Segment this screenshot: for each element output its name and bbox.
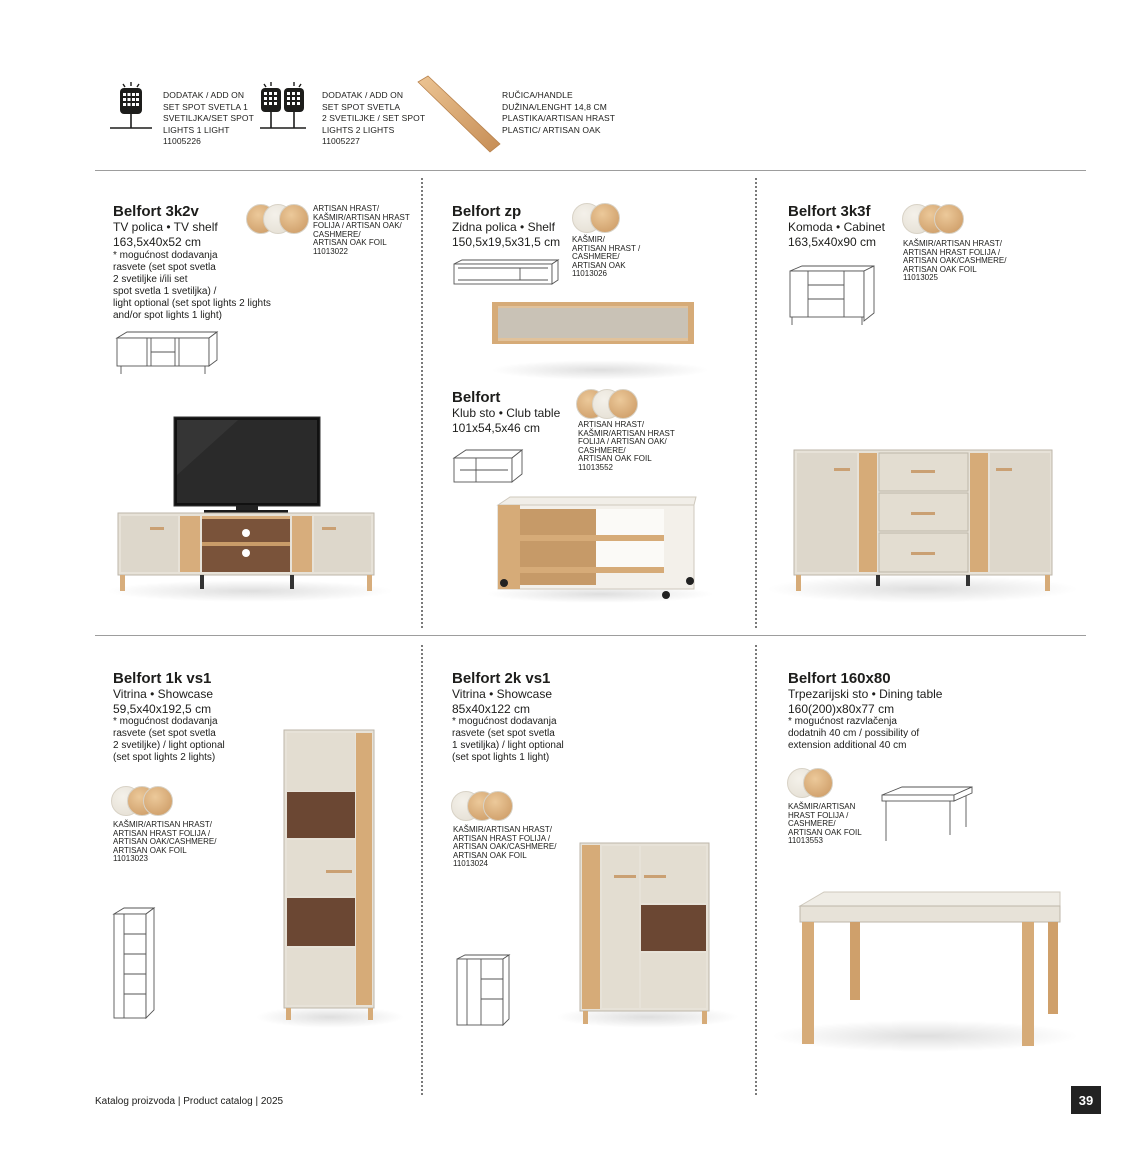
column-separator — [421, 178, 423, 628]
product-dimensions: 101x54,5x46 cm — [452, 421, 541, 435]
product-title: Belfort 160x80 — [788, 670, 891, 687]
handle-icon — [410, 72, 505, 157]
column-separator — [421, 645, 423, 1095]
product-codes: KAŠMIR/ ARTISAN HRAST / CASHMERE/ ARTISAN OAK 11013026 — [572, 235, 641, 279]
product-title: Belfort 2k vs1 — [452, 670, 551, 687]
page-number: 39 — [1071, 1086, 1101, 1114]
swatch-oak — [934, 204, 964, 234]
showcase-2k-product-image — [580, 843, 712, 1027]
showcase-1k-product-image — [284, 730, 378, 1022]
product-title: Belfort 3k3f — [788, 203, 871, 220]
swatch-oak — [608, 389, 638, 419]
product-dimensions: 163,5x40x90 cm — [788, 235, 877, 249]
product-dimensions: 163,5x40x52 cm — [113, 235, 202, 249]
showcase-1k-line-drawing — [112, 906, 156, 1022]
tv-shelf-product-image — [118, 415, 378, 595]
product-title: Belfort 3k2v — [113, 203, 199, 220]
wall-shelf-line-drawing — [452, 258, 560, 288]
column-separator — [755, 645, 757, 1095]
divider-top — [95, 170, 1086, 171]
product-codes: KAŠMIR/ARTISAN HRAST/ ARTISAN HRAST FOLIJA / ARTISAN OAK/CASHMERE/ ARTISAN OAK FOIL 11013024 — [453, 825, 557, 869]
swatch-oak — [803, 768, 833, 798]
product-codes: ARTISAN HRAST/ KAŠMIR/ARTISAN HRAST FOLIJA / ARTISAN OAK/ CASHMERE/ ARTISAN OAK FOIL 11013552 — [578, 420, 675, 472]
spot-light-1-icon — [106, 80, 156, 130]
product-dimensions: 150,5x19,5x31,5 cm — [452, 235, 561, 249]
floor-shadow — [490, 360, 710, 380]
catalog-footer: Katalog proizvoda | Product catalog | 2025 — [95, 1096, 284, 1107]
club-table-product-image — [496, 495, 698, 603]
product-subtitle: Vitrina • Showcase — [452, 687, 553, 701]
product-subtitle: Zidna polica • Shelf — [452, 220, 555, 234]
dining-table-product-image — [798, 890, 1064, 1050]
product-subtitle: Trpezarijski sto • Dining table — [788, 687, 943, 701]
product-title: Belfort zp — [452, 203, 522, 220]
product-title: Belfort 1k vs1 — [113, 670, 212, 687]
product-note: * mogućnost dodavanja rasvete (set spot svetla 1 svetiljka) / light optional (set spot lights 1 light) — [452, 716, 564, 763]
swatch-oak — [483, 791, 513, 821]
swatch-oak — [590, 203, 620, 233]
swatch-oak — [143, 786, 173, 816]
product-codes: ARTISAN HRAST/ KAŠMIR/ARTISAN HRAST FOLIJA / ARTISAN OAK/ CASHMERE/ ARTISAN OAK FOIL 11013022 — [313, 204, 410, 256]
product-dimensions: 85x40x122 cm — [452, 702, 531, 716]
column-separator — [755, 178, 757, 628]
addon-2-text: DODATAK / ADD ON SET SPOT SVETLA 2 SVETILJKE / SET SPOT LIGHTS 2 LIGHTS 11005227 — [322, 90, 426, 146]
product-codes: KAŠMIR/ARTISAN HRAST FOLIJA / CASHMERE/ ARTISAN OAK FOIL 11013553 — [788, 802, 862, 846]
spot-light-2-icon — [258, 80, 308, 130]
club-table-line-drawing — [452, 448, 524, 488]
showcase-2k-line-drawing — [455, 953, 511, 1029]
product-codes: KAŠMIR/ARTISAN HRAST/ ARTISAN HRAST FOLIJA / ARTISAN OAK/CASHMERE/ ARTISAN OAK FOIL 11013023 — [113, 820, 217, 864]
divider-middle — [95, 635, 1086, 636]
swatch-oak — [279, 204, 309, 234]
dining-table-line-drawing — [880, 785, 974, 845]
product-subtitle: Klub sto • Club table — [452, 406, 561, 420]
product-subtitle: Vitrina • Showcase — [113, 687, 214, 701]
product-subtitle: TV polica • TV shelf — [113, 220, 218, 234]
tv-shelf-line-drawing — [113, 330, 218, 376]
product-note: * mogućnost dodavanja rasvete (set spot svetla 2 svetiljke i/ili set spot svetla 1 svetiljka) / light optional (set spot lights 2 lights and/or spot lights 1 light) — [113, 250, 271, 321]
product-dimensions: 59,5x40x192,5 cm — [113, 702, 212, 716]
product-note: * mogućnost dodavanja rasvete (set spot svetla 2 svetiljke) / light optional (set spot lights 2 lights) — [113, 716, 225, 763]
cabinet-line-drawing — [788, 265, 876, 327]
product-codes: KAŠMIR/ARTISAN HRAST/ ARTISAN HRAST FOLIJA / ARTISAN OAK/CASHMERE/ ARTISAN OAK FOIL 11013025 — [903, 239, 1007, 283]
product-title: Belfort — [452, 389, 501, 406]
product-subtitle: Komoda • Cabinet — [788, 220, 885, 234]
addon-3-text: RUČICA/HANDLE DUŽINA/LENGHT 14,8 CM PLASTIKA/ARTISAN HRAST PLASTIC/ ARTISAN OAK — [502, 90, 616, 135]
product-note: * mogućnost razvlačenja dodatnih 40 cm / possibility of extension additional 40 cm — [788, 716, 920, 751]
cabinet-product-image — [794, 450, 1056, 594]
product-dimensions: 160(200)x80x77 cm — [788, 702, 895, 716]
addon-1-text: DODATAK / ADD ON SET SPOT SVETLA 1 SVETILJKA/SET SPOT LIGHTS 1 LIGHT 11005226 — [163, 90, 254, 146]
wall-shelf-product-image — [492, 302, 696, 346]
